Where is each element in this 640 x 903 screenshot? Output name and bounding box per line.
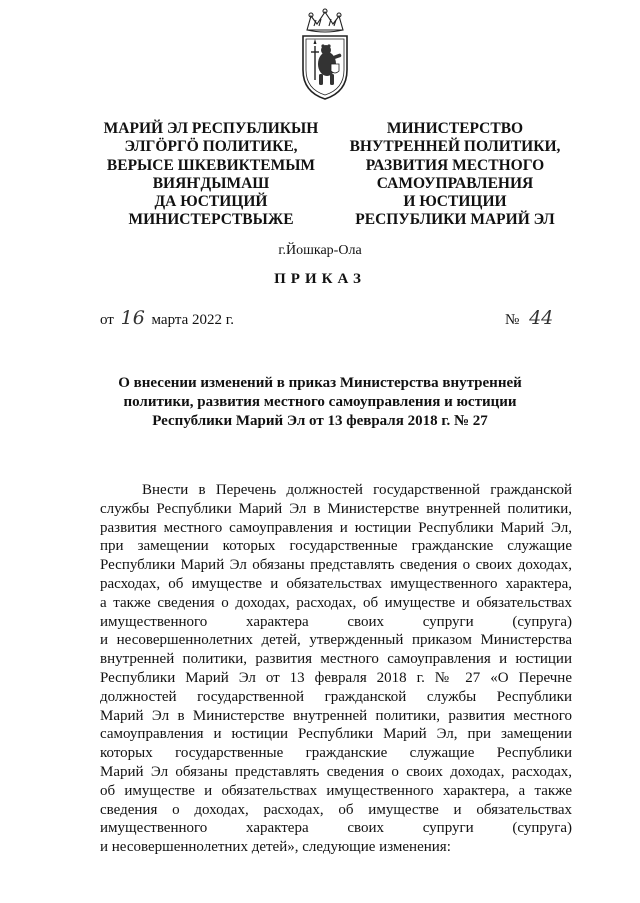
body-line: Марий Эл обязаны представлять сведения о своих доходах, расходах,: [100, 763, 572, 780]
body-line: самоуправления и юстиции Республики Марий Эл, при замещении: [100, 726, 572, 743]
header-right-line: РАЗВИТИЯ МЕСТНОГО: [365, 156, 545, 174]
body-line: и несовершеннолетних детей», следующие изменения:: [100, 839, 451, 856]
header-left-line: ВЕРЫСЕ ШКЕВИКТЕМЫМ: [106, 156, 316, 174]
body-line: должностей государственной гражданской службы Республики: [100, 688, 572, 705]
header-right-line: ВНУТРЕННЕЙ ПОЛИТИКИ,: [349, 138, 561, 156]
body-line: Марий Эл в Министерстве внутренней политики, развития местного: [100, 707, 572, 724]
order-date: [100, 307, 234, 329]
handwritten-day: 16: [120, 307, 145, 329]
body-line: при замещении которых государственные гражданские служащие: [100, 538, 572, 555]
header-left-line: ДА ЮСТИЦИЙ: [154, 193, 268, 211]
body-line: развития местного самоуправления и юстиции Республики Марий Эл,: [100, 519, 572, 536]
header-left-line: ЭЛГӦРГӦ ПОЛИТИКЕ,: [124, 138, 298, 156]
body-line: имущественного характера своих супруги (супруга): [100, 820, 572, 837]
header-left-line: МАРИЙ ЭЛ РЕСПУБЛИКЫН: [103, 120, 319, 137]
order-title: ПРИКАЗ: [274, 271, 366, 287]
header-left-line: МИНИСТЕРСТВЫЖЕ: [128, 211, 294, 229]
header-right-line: И ЮСТИЦИИ: [403, 193, 507, 211]
order-subject: [80, 374, 560, 431]
body-line: имущественного характера своих супруги (супруга): [100, 613, 572, 630]
body-line: и несовершеннолетних детей, утвержденный приказом Министерства: [100, 632, 572, 649]
body-line: Республики Марий Эл от 13 февраля 2018 г. № 27 «О Перечне: [100, 669, 572, 686]
body-line: Республики Марий Эл обязаны представлять сведения о своих доходах,: [100, 557, 572, 574]
order-number: [505, 307, 553, 329]
body-line: которых государственные гражданские служащие Республики: [100, 745, 572, 762]
body-line: сведения о доходах, расходах, об имуществе и обязательствах: [100, 801, 572, 818]
number-label: №: [505, 312, 520, 328]
subject-line: политики, развития местного самоуправления и юстиции: [123, 394, 517, 410]
header-russian-column: [330, 120, 580, 230]
body-line: об имуществе и обязательствах имущественного характера, а также: [100, 782, 572, 799]
city-name: г.Йошкар-Ола: [278, 243, 362, 258]
handwritten-number: 44: [529, 307, 554, 329]
coat-of-arms-emblem: [297, 8, 353, 102]
header-left-line: ВИЯҤДЫМАШ: [152, 174, 270, 192]
header-right-line: САМОУПРАВЛЕНИЯ: [376, 174, 534, 192]
body-line: службы Республики Марий Эл в Министерстве внутренней политики,: [100, 500, 572, 517]
body-line: внутренней политики, развития местного самоуправления и юстиции: [100, 651, 572, 668]
header-right-line: РЕСПУБЛИКИ МАРИЙ ЭЛ: [355, 211, 555, 229]
body-paragraph: [100, 481, 572, 857]
body-line: а также сведения о доходах, расходах, об имуществе и обязательствах: [100, 594, 572, 611]
header-right-line: МИНИСТЕРСТВО: [386, 120, 524, 137]
date-prefix: от: [100, 312, 114, 328]
subject-line: О внесении изменений в приказ Министерства внутренней: [118, 375, 522, 391]
body-line: Внести в Перечень должностей государственной гражданской: [142, 482, 572, 498]
header-mari-column: [86, 120, 336, 230]
subject-line: Республики Марий Эл от 13 февраля 2018 г. № 27: [152, 413, 488, 429]
date-suffix: марта 2022 г.: [151, 312, 235, 328]
body-line: расходах, об имуществе и обязательствах имущественного характера,: [100, 575, 572, 592]
